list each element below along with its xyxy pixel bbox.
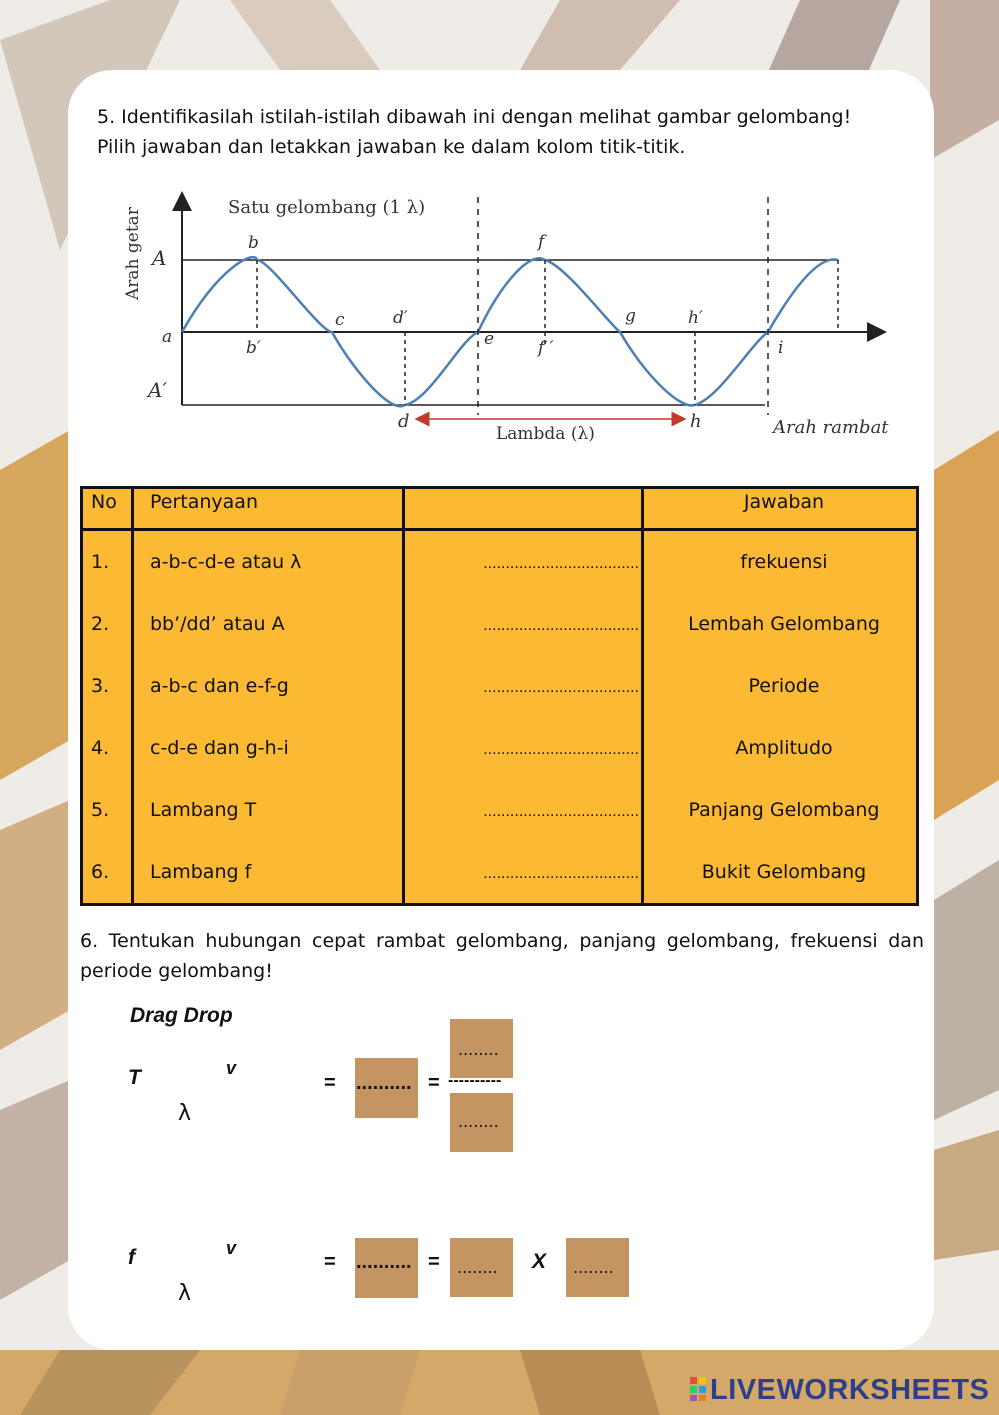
- answer-option-2[interactable]: Lembah Gelombang: [643, 593, 918, 655]
- row-question: Lambang T: [133, 779, 404, 841]
- equals-sign: =: [324, 1251, 336, 1273]
- y-axis-label: Arah getar: [123, 207, 143, 300]
- answer-drop-slot-4[interactable]: [404, 717, 643, 779]
- logo-icon: [690, 1376, 706, 1400]
- draggable-symbol-T[interactable]: T: [128, 1066, 141, 1089]
- label-f: f: [538, 232, 545, 252]
- label-A-prime: A′: [148, 378, 167, 402]
- answer-drop-slot-5[interactable]: [404, 779, 643, 841]
- draggable-symbol-v[interactable]: v: [226, 1238, 237, 1258]
- question-5-line-1: 5. Identifikasilah istilah-istilah dibawah ini dengan melihat gambar gelombang!: [97, 106, 852, 128]
- label-g: g: [625, 306, 636, 326]
- drop-box-dots: ........: [458, 1040, 499, 1059]
- equals-sign: =: [324, 1072, 336, 1094]
- draggable-symbol-f[interactable]: f: [128, 1246, 135, 1269]
- row-no: 6.: [82, 841, 133, 905]
- row-question: c-d-e dan g-h-i: [133, 717, 404, 779]
- table-row: [82, 841, 918, 905]
- label-b: b: [248, 233, 259, 253]
- answer-option-1[interactable]: frekuensi: [643, 529, 918, 593]
- answer-drop-slot-2[interactable]: [404, 593, 643, 655]
- label-A: A: [152, 246, 167, 270]
- drop-slot-dots: ...................................: [483, 679, 639, 696]
- answer-option-4[interactable]: Amplitudo: [643, 717, 918, 779]
- label-h: h: [690, 411, 702, 432]
- drop-slot-dots: ...................................: [483, 865, 639, 882]
- drop-slot-dots: ...................................: [483, 555, 639, 572]
- label-c: c: [335, 310, 345, 330]
- label-d-prime: d′: [393, 308, 408, 328]
- label-f-prime: f ′: [538, 338, 554, 358]
- fraction-line: ----------: [448, 1072, 502, 1089]
- row-question: a-b-c-d-e atau λ: [133, 529, 404, 593]
- label-i: i: [778, 338, 784, 358]
- lambda-label: Lambda (λ): [496, 424, 595, 444]
- answer-drop-slot-6[interactable]: [404, 841, 643, 905]
- answer-drop-slot-1[interactable]: [404, 529, 643, 593]
- drop-slot-dots: ...................................: [483, 803, 639, 820]
- header-answer: Jawaban: [643, 488, 918, 530]
- row-no: 5.: [82, 779, 133, 841]
- answer-table: [80, 486, 919, 906]
- row-no: 1.: [82, 529, 133, 593]
- table-row: [82, 655, 918, 717]
- draggable-symbol-v[interactable]: v: [226, 1058, 237, 1078]
- answer-drop-slot-3[interactable]: [404, 655, 643, 717]
- answer-option-3[interactable]: Periode: [643, 655, 918, 717]
- liveworksheets-logo: [690, 1374, 989, 1407]
- header-no: No: [82, 488, 133, 530]
- drop-box-dots: ..........: [356, 1251, 412, 1273]
- wave-diagram: [110, 185, 910, 450]
- row-question: Lambang f: [133, 841, 404, 905]
- table-row: [82, 779, 918, 841]
- drop-box-dots: ........: [573, 1258, 614, 1277]
- row-question: a-b-c dan e-f-g: [133, 655, 404, 717]
- question-5-text: [97, 102, 917, 162]
- row-no: 4.: [82, 717, 133, 779]
- answer-option-6[interactable]: Bukit Gelombang: [643, 841, 918, 905]
- equals-sign: =: [428, 1251, 440, 1273]
- label-d: d: [398, 411, 410, 432]
- times-sign: X: [532, 1250, 547, 1273]
- drop-box-dots: ........: [458, 1112, 499, 1131]
- row-no: 2.: [82, 593, 133, 655]
- drop-slot-dots: ...................................: [483, 741, 639, 758]
- drop-slot-dots: ...................................: [483, 617, 639, 634]
- table-header-row: [82, 488, 918, 530]
- table-row: [82, 529, 918, 593]
- draggable-symbol-lambda[interactable]: λ: [178, 1101, 192, 1126]
- table-row: [82, 593, 918, 655]
- drop-box-dots: ..........: [356, 1072, 412, 1094]
- row-question: bb’/dd’ atau A: [133, 593, 404, 655]
- header-question: Pertanyaan: [133, 488, 404, 530]
- label-b-prime: b′: [246, 338, 261, 358]
- label-e: e: [484, 329, 495, 349]
- question-6-text: 6. Tentukan hubungan cepat rambat gelombang, panjang gelombang, frekuensi dan periode gelombang!: [80, 930, 924, 982]
- logo-text: LIVEWORKSHEETS: [710, 1374, 990, 1406]
- equals-sign: =: [428, 1072, 440, 1094]
- answer-option-5[interactable]: Panjang Gelombang: [643, 779, 918, 841]
- row-no: 3.: [82, 655, 133, 717]
- drag-drop-title: Drag Drop: [130, 1004, 233, 1027]
- label-h-prime: h′: [688, 308, 703, 328]
- header-blank: [404, 488, 643, 530]
- drop-box-dots: ........: [457, 1258, 498, 1277]
- question-5-line-2: Pilih jawaban dan letakkan jawaban ke dalam kolom titik-titik.: [97, 136, 686, 158]
- x-axis-label: Arah rambat: [773, 417, 889, 438]
- table-row: [82, 717, 918, 779]
- draggable-symbol-lambda[interactable]: λ: [178, 1281, 192, 1306]
- one-wave-label: Satu gelombang (1 λ): [228, 197, 426, 218]
- label-a: a: [162, 327, 173, 347]
